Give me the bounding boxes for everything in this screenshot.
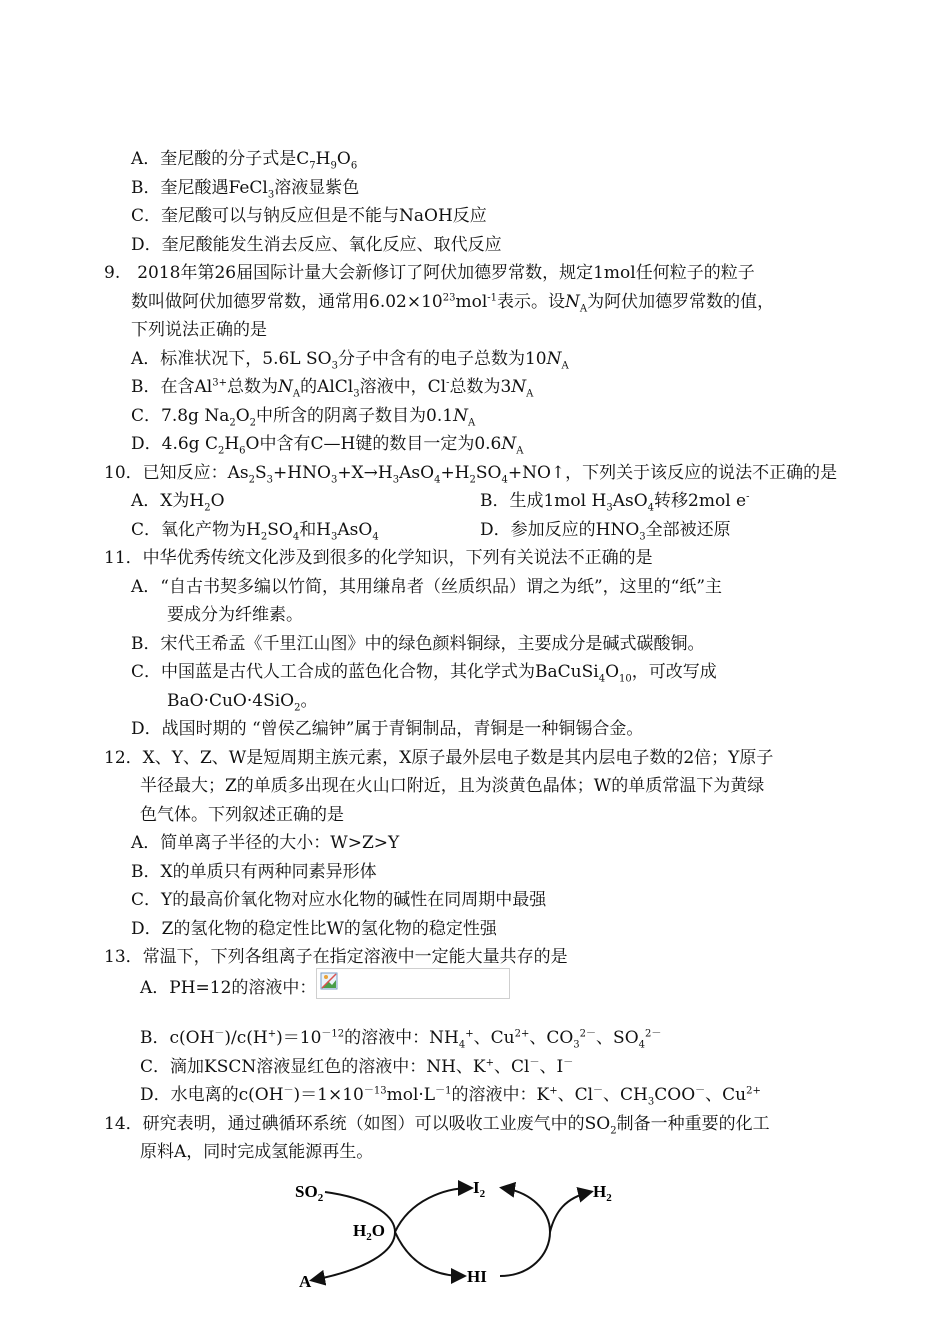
- q10-option-a: A．X为$H_2O$: [131, 491, 225, 514]
- q10-option-b: B．生成1mol $H_3AsO_4$转移2mol e-: [480, 491, 750, 514]
- q11-option-a-line2: 要成分为纤维素。: [167, 605, 303, 625]
- label-i2: $I_2$: [473, 1178, 486, 1200]
- q9-stem-line3: 下列说法正确的是: [131, 320, 267, 340]
- q13-stem: 13．常温下，下列各组离子在指定溶液中一定能大量共存的是: [104, 947, 568, 967]
- arc-h2o-to-i2: [395, 1188, 470, 1232]
- q9-option-c: C．7.8g $Na_2O_2$中所含的阴离子数目为$0.1N_A$: [131, 406, 476, 429]
- q12-option-c: C．Y的最高价氧化物对应水化物的碱性在同周期中最强: [131, 890, 547, 910]
- q11-option-d: D．战国时期的 “曾侯乙编钟”属于青铜制品，青铜是一种铜锡合金。: [131, 719, 644, 739]
- q13-option-c: C．滴加KSCN溶液显红色的溶液中：NH、K+、Cl－、I－: [140, 1057, 574, 1077]
- label-h2: $H_2$: [593, 1182, 612, 1204]
- q9-option-d: D．4.6g $C_2H_6O$中含有C—H键的数目一定为$0.6N_A$: [131, 434, 524, 457]
- q11-option-a-line1: A．“自古书契多编以竹简，其用缣帛者（丝质织品）谓之为纸”，这里的“纸”主: [131, 577, 723, 597]
- label-a: A: [299, 1272, 312, 1291]
- q12-option-b: B．X的单质只有两种同素异形体: [131, 862, 377, 882]
- iodine-cycle-diagram: [285, 1170, 625, 1295]
- q8-option-d: D．奎尼酸能发生消去反应、氧化反应、取代反应: [131, 235, 502, 255]
- arc-h2o-to-hi: [395, 1232, 463, 1276]
- broken-image-icon: [320, 972, 338, 990]
- q11-stem: 11．中华优秀传统文化涉及到很多的化学知识，下列有关说法不正确的是: [104, 548, 653, 568]
- q13-option-a: A．PH=12的溶液中：: [140, 978, 317, 998]
- q13-option-d: D．水电离的$c(OH^-)=1\times 10^{-13}mol\cdot L^{-1}$的溶液中：K+、Cl－、$CH_3COO^-$、$Cu^{2+}$: [140, 1085, 761, 1108]
- arc-to-h2: [550, 1192, 590, 1232]
- q11-option-b: B．宋代王希孟《千里江山图》中的绿色颜料铜绿，主要成分是碱式碳酸铜。: [131, 634, 705, 654]
- label-so2: $SO_2$: [295, 1182, 324, 1204]
- q8-option-c: C．奎尼酸可以与钠反应但是不能与NaOH反应: [131, 206, 487, 226]
- label-hi: HI: [467, 1267, 487, 1286]
- q12-option-a: A．简单离子半径的大小：W>Z>Y: [131, 833, 400, 853]
- q8-option-a: A．奎尼酸的分子式是$C_7H_9O_6$: [131, 149, 358, 172]
- q9-stem-line2: 数叫做阿伏加德罗常数，通常用$6.02\times 10^{23}mol^{-1}$表示。设$N_A$为阿伏加德罗常数的值，: [131, 292, 775, 315]
- q10-option-d: D．参加反应的$HNO_3$全部被还原: [480, 520, 731, 543]
- q14-stem-line1: 14．研究表明，通过碘循环系统（如图）可以吸收工业废气中的$SO_2$制备一种重要的化工: [104, 1114, 770, 1137]
- q14-stem-line2: 原料A，同时完成氢能源再生。: [140, 1142, 374, 1162]
- q12-stem-line2: 半径最大；Z的单质多出现在火山口附近，且为淡黄色晶体；W的单质常温下为黄绿: [140, 776, 765, 796]
- q9-option-a: A．标准状况下，5.6L $SO_3$分子中含有的电子总数为$10N_A$: [131, 349, 569, 372]
- label-h2o: $H_2O$: [353, 1221, 385, 1243]
- q11-option-c-line2: BaO·CuO·4SiO$_2$。: [167, 691, 318, 714]
- q9-stem-line1: 9. 2018年第26届国际计量大会新修订了阿伏加德罗常数，规定1mol任何粒子的粒子: [104, 263, 755, 283]
- q12-option-d: D．Z的氢化物的稳定性比W的氢化物的稳定性强: [131, 919, 497, 939]
- broken-image-placeholder: [316, 968, 510, 999]
- q12-stem-line3: 色气体。下列叙述正确的是: [140, 805, 344, 825]
- arc-hi-to-i2: [500, 1188, 550, 1276]
- q11-option-c-line1: C．中国蓝是古代人工合成的蓝色化合物，其化学式为$BaCuSi_4O_{10}$，可改写成: [131, 662, 717, 685]
- q9-option-b: B．在含$Al^{3+}$总数为$N_A$的AlCl$_3$溶液中，Cl-总数为$3N_A$: [131, 377, 534, 400]
- q8-option-b: B．奎尼酸遇FeCl$_3$溶液显紫色: [131, 178, 360, 201]
- q13-option-b: B．$c(OH^-)/c(H^+)=10^{-12}$的溶液中：$NH_4^+$、$Cu^{2+}$、$CO_3^{2-}$、$SO_4^{2-}$: [140, 1028, 662, 1051]
- q12-stem-line1: 12．X、Y、Z、W是短周期主族元素，X原子最外层电子数是其内层电子数的2倍；Y原子: [104, 748, 774, 768]
- q10-option-c: C．氧化产物为$H_2SO_4$和$H_3AsO_4$: [131, 520, 379, 543]
- q10-stem: 10．已知反应：$As_2S_3+HNO_3+X\to H_3AsO_4+H_2SO_4+NO↑$，下列关于该反应的说法不正确的是: [104, 463, 838, 486]
